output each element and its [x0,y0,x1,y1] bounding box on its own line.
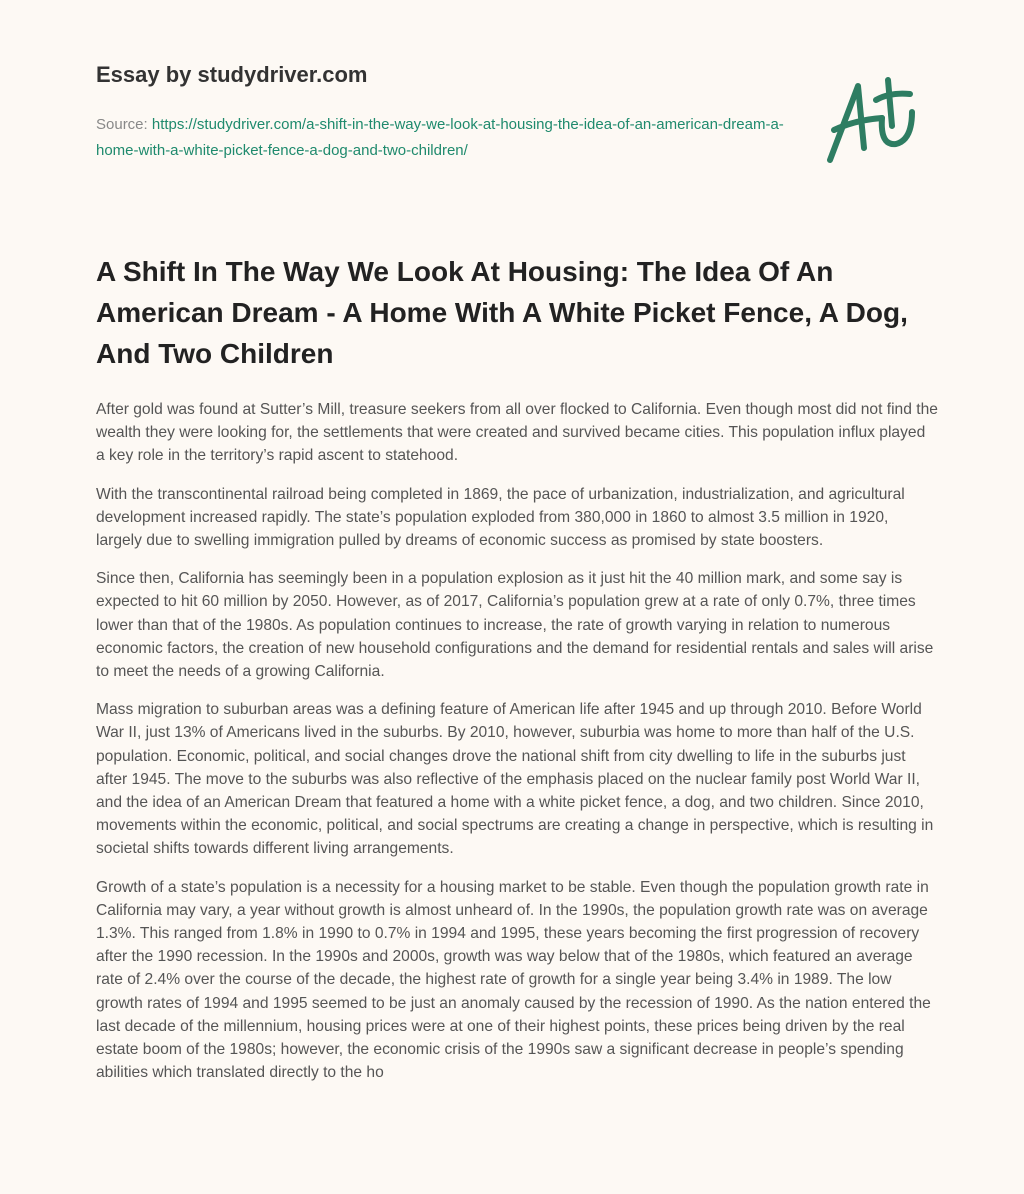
paragraph: Mass migration to suburban areas was a defining feature of American life after 1945 and up through 2010. Before World War II, just 13% of Americans lived in the suburbs. By 2010, however, suburbia was home to more than half of the U.S. population. Economic, political, and social changes drove the national shift from city dwelling to life in the suburbs just after 1945. The move to the suburbs was also reflective of the emphasis placed on the nuclear family post World War II, and the idea of an American Dream that featured a home with a white picket fence, a dog, and two children. Since 2010, movements within the economic, political, and social spectrums are creating a change in perspective, which is resulting in societal shifts towards different living arrangements. [96,701,934,858]
source-line [96,112,796,164]
a-plus-logo-icon [820,68,930,168]
paragraph: With the transcontinental railroad being completed in 1869, the pace of urbanization, industrialization, and agricultural development increased rapidly. The state’s population exploded from 380,000 in 1860 to almost 3.5 million in 1920, largely due to swelling immigration pulled by dreams of economic success as promised by state boosters. [96,485,905,550]
essay-title: A Shift In The Way We Look At Housing: The Idea Of An American Dream - A Home With A White Picket Fence, A Dog, And Two Children [96,256,908,369]
paragraph: Since then, California has seemingly been in a population explosion as it just hit the 40 million mark, and some say is expected to hit 60 million by 2050. However, as of 2017, California’s population grew at a rate of only 0.7%, three times lower than that of the 1980s. As population continues to increase, the rate of growth varying in relation to numerous economic factors, the creation of new household configurations and the demand for residential rentals and sales will arise to meet the needs of a growing California. [96,570,934,681]
source-link[interactable]: https://studydriver.com/a-shift-in-the-way-we-look-at-housing-the-idea-of-an-american-dream-a-home-with-a-white-picket-fence-a-dog-and-two-children/ [96,116,784,159]
paragraph: After gold was found at Sutter’s Mill, treasure seekers from all over flocked to California. Even though most did not find the wealth they were looking for, the settlements that were created and survived became cities. This population influx played a key role in the territory’s rapid ascent to statehood. [96,401,938,465]
source-label: Source: [96,116,148,133]
site-title: Essay by studydriver.com [96,62,368,87]
paragraph: Growth of a state’s population is a necessity for a housing market to be stable. Even though the population growth rate in California may vary, a year without growth is almost unheard of. In the 1990s, the population growth rate was on average 1.3%. This ranged from 1.8% in 1990 to 0.7% in 1994 and 1995, these years becoming the first progression of recovery after the 1990 recession. In the 1990s and 2000s, growth was way below that of the 1980s, which featured an average rate of 2.4% over the course of the decade, the highest rate of growth for a single year being 3.4% in 1989. The low growth rates of 1994 and 1995 seemed to be just an anomaly caused by the recession of 1990. As the nation entered the last decade of the millennium, housing prices were at one of their highest points, these prices being driven by the real estate boom of the 1980s; however, the economic crisis of the 1990s saw a significant decrease in people’s spending abilities which translated directly to the ho [96,878,931,1082]
essay-body [96,398,938,1099]
page-header [96,62,796,164]
